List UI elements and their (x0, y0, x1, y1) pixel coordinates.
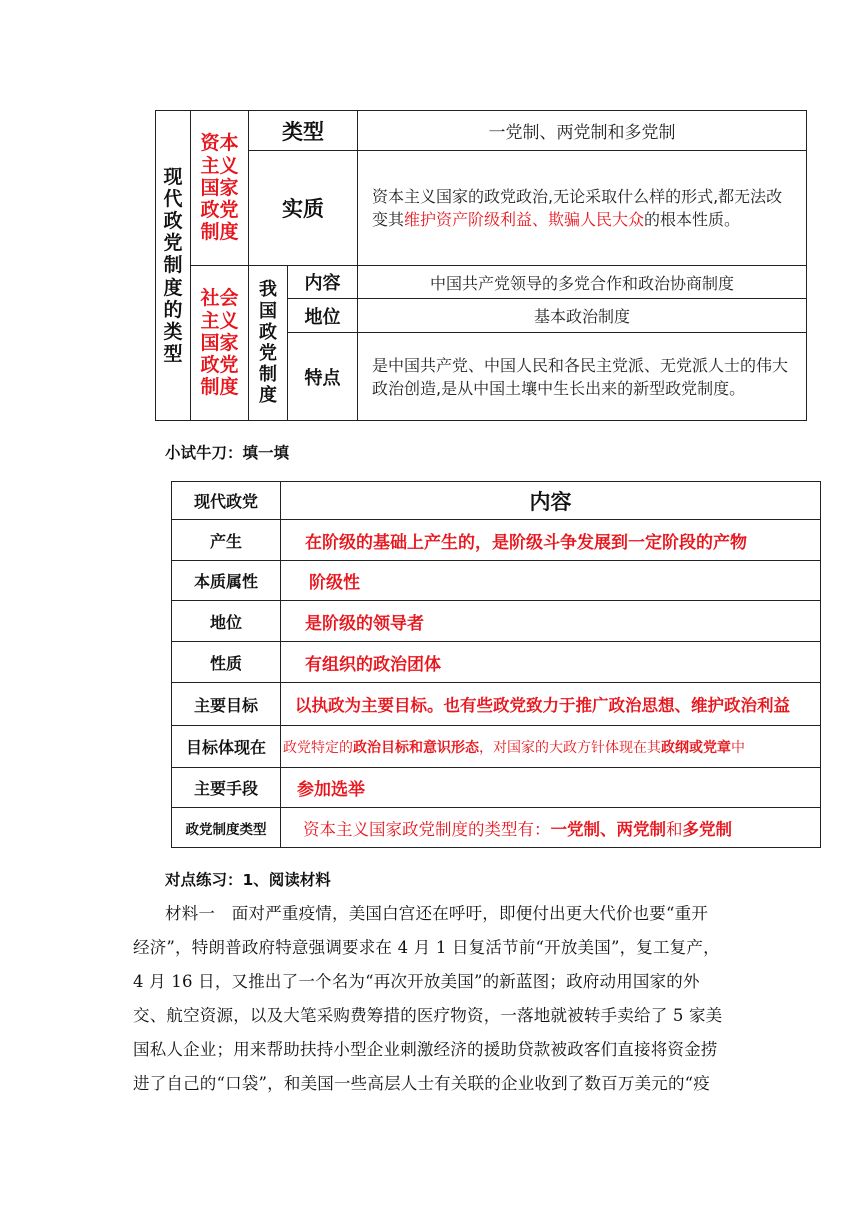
row-label-cell (171, 519, 281, 561)
status-label: 地位 (304, 306, 341, 328)
row-label-cell (171, 600, 281, 642)
essence-text-pre: 资本主义国家的政党政治,无论采取什么样的形式,都无法改变其 (372, 187, 783, 229)
value-part-bold: 一党制、两党制 (550, 819, 666, 839)
row-label-cell (171, 767, 281, 808)
feature-label: 特点 (304, 367, 341, 389)
row-value-cell (280, 725, 821, 768)
essence-header: 实质 (282, 197, 324, 221)
label-char: 政党 (200, 354, 239, 377)
row-value: 是阶级的领导者 (305, 613, 424, 634)
label-char: 党 (259, 343, 277, 364)
label-char: 度 (163, 276, 183, 299)
row-label: 性质 (209, 653, 242, 673)
row-label: 主要手段 (193, 779, 258, 798)
row-label: 政党制度类型 (185, 821, 267, 838)
section-heading: 小试牛刀：填一填 (165, 444, 290, 462)
row-value (283, 737, 745, 757)
row-value-cell (280, 641, 821, 683)
row-value-cell (280, 767, 821, 808)
capitalist-cell (190, 110, 249, 266)
status-value: 基本政治制度 (533, 307, 630, 326)
party-system-types-table (155, 110, 807, 421)
row-label-cell (171, 560, 281, 601)
type-value: 一党制、两党制和多党制 (488, 123, 676, 143)
content-label: 内容 (304, 273, 341, 294)
essence-value-cell (357, 150, 807, 266)
row-label: 目标体现在 (185, 738, 266, 757)
label-char: 政党 (200, 199, 239, 222)
label-char: 代 (163, 188, 183, 211)
value-part: 中 (731, 739, 745, 756)
label-char: 党 (163, 232, 183, 255)
essence-text-post: 的根本性质。 (644, 210, 741, 229)
essence-header-cell (248, 150, 358, 266)
socialist-label (191, 287, 248, 398)
our-system-cell (248, 265, 288, 421)
row-label: 主要目标 (193, 695, 258, 715)
label-char: 主义 (200, 309, 239, 332)
row-value: 参加选举 (297, 780, 365, 800)
row-value: 在阶级的基础上产生的，是阶级斗争发展到一定阶段的产物 (305, 532, 747, 553)
label-char: 资本 (200, 132, 239, 155)
row-value-cell (280, 600, 821, 642)
content-value: 中国共产党领导的多党合作和政治协商制度 (429, 273, 734, 293)
header-value: 内容 (529, 489, 572, 514)
essence-text-highlight: 维护资产阶级利益、欺骗人民大众 (404, 210, 645, 229)
modern-party-table (171, 481, 821, 848)
exercise-heading: 对点练习：1、阅读材料 (165, 871, 331, 889)
label-char: 政 (163, 210, 183, 233)
value-part-bold: 多党制 (682, 819, 732, 839)
material-line: 经济”，特朗普政府特意强调要求在 4 月 1 日复活节前“开放美国”，复工复产， (133, 938, 720, 957)
row-value-cell (280, 807, 821, 848)
label-char: 现 (163, 166, 183, 189)
row-value-cell (280, 682, 821, 726)
value-part: ，对国家的大政方针体现在其 (479, 739, 661, 756)
label-char: 国家 (200, 331, 239, 354)
label-char: 国 (259, 300, 277, 322)
label-char: 政 (259, 321, 277, 343)
row-label: 地位 (209, 612, 242, 632)
content-label-cell (287, 265, 358, 299)
value-part: 和 (666, 819, 683, 839)
row-value-cell (280, 519, 821, 561)
label-char: 制 (163, 254, 183, 277)
row-label-cell (171, 682, 281, 726)
label-char: 国家 (200, 176, 239, 199)
label-char: 类 (163, 320, 183, 343)
header-value-cell (280, 481, 821, 520)
capitalist-label (191, 132, 248, 243)
left-category-label (163, 166, 182, 364)
type-header: 类型 (282, 119, 324, 144)
our-system-label (259, 279, 277, 406)
row-label-cell (171, 641, 281, 683)
row-value: 以执政为主要目标。也有些政党致力于推广政治思想、维护政治利益 (295, 696, 790, 715)
status-label-cell (287, 298, 358, 333)
header-label-cell (171, 481, 281, 520)
material-line: 交、航空资源，以及大笔采购费筹措的医疗物资，一落地就被转手卖给了 5 家美 (133, 1006, 723, 1025)
content-value-cell (357, 265, 807, 299)
row-label-cell (171, 725, 281, 768)
label-char: 的 (163, 298, 183, 321)
row-label: 产生 (209, 531, 242, 551)
label-char: 主义 (200, 154, 239, 177)
label-char: 我 (259, 279, 277, 301)
material-line: 进了自己的“口袋”，和美国一些高层人士有关联的企业收到了数百万美元的“疫 (133, 1074, 711, 1093)
label-char: 型 (163, 342, 183, 365)
value-part-bold: 政治目标和意识形态 (353, 739, 479, 756)
label-char: 制度 (200, 376, 239, 399)
feature-value: 是中国共产党、中国人民和各民主党派、无党派人士的伟大政治创造,是从中国土壤中生长出来的新型政党制度。 (372, 355, 789, 398)
label-char: 度 (259, 385, 277, 407)
row-value: 有组织的政治团体 (305, 654, 441, 675)
feature-label-cell (287, 332, 358, 421)
value-part: 资本主义国家政党制度的类型有： (303, 819, 551, 839)
row-label-cell (171, 807, 281, 848)
type-value-cell (357, 110, 807, 151)
feature-value-cell (357, 332, 807, 421)
label-char: 制 (259, 364, 277, 386)
type-header-cell (248, 110, 358, 151)
essence-text (372, 185, 796, 231)
row-value-cell (280, 560, 821, 601)
material-line: 材料一 面对严重疫情，美国白宫还在呼吁，即便付出更大代价也要“重开 (165, 904, 709, 923)
value-part: 政党特定的 (283, 739, 353, 756)
socialist-cell (190, 265, 249, 421)
label-char: 社会 (200, 287, 239, 310)
status-value-cell (357, 298, 807, 333)
material-line: 国私人企业；用来帮助扶持小型企业刺激经济的援助贷款被政客们直接将资金捞 (133, 1040, 718, 1059)
material-line: 4 月 16 日，又推出了一个名为“再次开放美国”的新蓝图；政府动用国家的外 (133, 972, 700, 991)
value-part-bold: 政纲或党章 (661, 739, 731, 756)
label-char: 制度 (200, 221, 239, 244)
row-value (303, 816, 732, 840)
row-value: 阶级性 (309, 573, 360, 593)
header-label: 现代政党 (193, 492, 258, 511)
row-label: 本质属性 (193, 572, 258, 591)
left-category-cell (155, 110, 191, 421)
